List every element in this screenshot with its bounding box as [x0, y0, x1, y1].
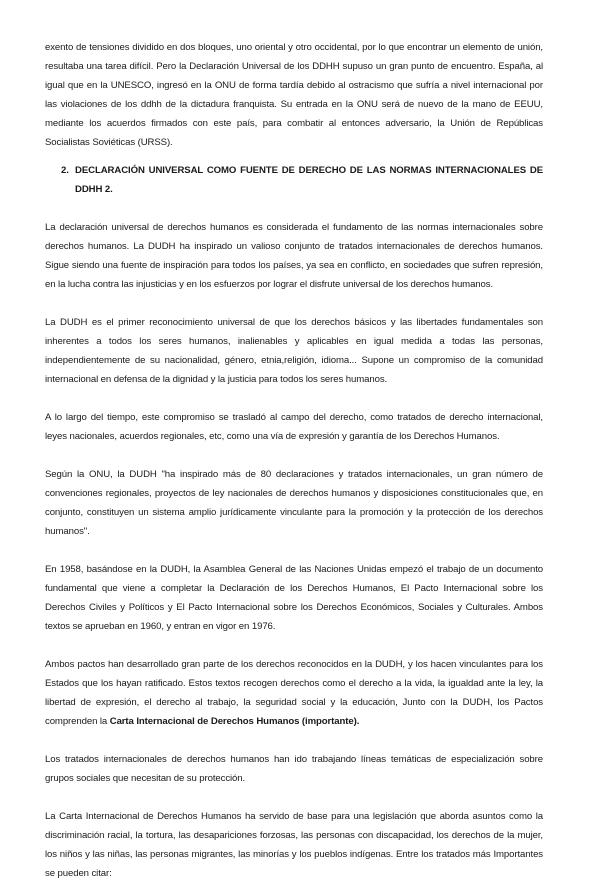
spacer	[45, 199, 543, 218]
paragraph-dudh-foundation: La declaración universal de derechos humanos es considerada el fundamento de las normas internacionales sobre derechos humanos. La DUDH ha inspirado un valioso conjunto de tratados internacionales de derechos humanos. Sigue siendo una fuente de inspiración para todos los países, ya sea en conflicto, en sociedades que sufren represión, en la lucha contra las injusticias y en los esfuerzos por lograr el disfrute universal de los derechos humanos.	[45, 222, 543, 290]
section-heading	[45, 161, 543, 199]
paragraph-universal-recognition: La DUDH es el primer reconocimiento universal de que los derechos básicos y las libertades fundamentales son inherentes a todos los seres humanos, inalienables y aplicables en igual medida a todas las personas, independientemente de su nacionalidad, género, etnia,religión, idioma... Supone un compromiso de la comunidad internacional en defensa de la dignidad y la justicia para todos los seres humanos.	[45, 317, 543, 385]
paragraph-1958-pacts: En 1958, basándose en la DUDH, la Asamblea General de las Naciones Unidas empezó el trabajo de un documento fundamental que viene a completar la Declaración de los Derechos Humanos, El Pacto Internacional sobre los Derechos Civiles y Políticos y El Pacto Internacional sobre los Derechos Económicos, Sociales y Culturales. Ambos textos se aprueban en 1960, y entran en vigor en 1976.	[45, 564, 543, 632]
spacer	[45, 636, 543, 655]
document-page	[45, 38, 543, 883]
paragraph-onu-quote: Según la ONU, la DUDH "ha inspirado más de 80 declaraciones y tratados internacionales, un gran número de convenciones regionales, proyectos de ley nacionales de derechos humanos y disposiciones constitucionales que, en conjunto, constituyen un sistema amplio jurídicamente vinculante para la promoción y la protección de los derechos humanos".	[45, 469, 543, 537]
spacer	[45, 788, 543, 807]
spacer	[45, 731, 543, 750]
section-title: DECLARACIÓN UNIVERSAL COMO FUENTE DE DERECHO DE LAS NORMAS INTERNACIONALES DE DDHH 2.	[75, 165, 543, 195]
paragraph-pacts-rights	[45, 655, 543, 731]
carta-internacional-emphasis: Carta Internacional de Derechos Humanos (importante).	[109, 716, 360, 727]
paragraph-pacts-rights-text: Ambos pactos han desarrollado gran parte de los derechos reconocidos en la DUDH, y los hacen vinculantes para los Estados que los hayan ratificado. Estos textos recogen derechos como el derecho a la vida, la igualdad ante la ley, la libertad de expresión, el derecho al trabajo, la seguridad social y la educación, Junto con la DUDH, los Pactos comprenden la	[45, 659, 543, 727]
spacer	[45, 541, 543, 560]
spacer	[45, 389, 543, 408]
spacer	[45, 446, 543, 465]
paragraph-commitment-law: A lo largo del tiempo, este compromiso se trasladó al campo del derecho, como tratados de derecho internacional, leyes nacionales, acuerdos regionales, etc, como una vía de expresión y garantía de los Derechos Humanos.	[45, 412, 543, 442]
spacer	[45, 294, 543, 313]
paragraph-intro: exento de tensiones dividido en dos bloques, uno oriental y otro occidental, por lo que encontrar un elemento de unión, resultaba una tarea difícil. Pero la Declaración Universal de los DDHH supuso un gran punto de encuentro. España, al igual que en la UNESCO, ingresó en la ONU de forma tardía debido al ostracismo que sufría a nivel internacional por las violaciones de los ddhh de la dictadura franquista. Su entrada en la ONU será de nuevo de la mano de EEUU, mediante los acuerdos firmados con este país, para combatir al entonces adversario, la Unión de Repúblicas Socialistas Soviéticas (URSS).	[45, 42, 543, 148]
paragraph-thematic-lines: Los tratados internacionales de derechos humanos han ido trabajando líneas temáticas de especialización sobre grupos sociales que necesitan de su protección.	[45, 754, 543, 784]
paragraph-carta-legislation: La Carta Internacional de Derechos Humanos ha servido de base para una legislación que aborda asuntos como la discriminación racial, la tortura, las desapariciones forzosas, las personas con discapacidad, los derechos de la mujer, los niños y las niñas, las personas migrantes, las minorías y los pueblos indígenas. Entre los tratados más Importantes se pueden citar:	[45, 811, 543, 879]
section-number: 2.	[61, 165, 69, 176]
